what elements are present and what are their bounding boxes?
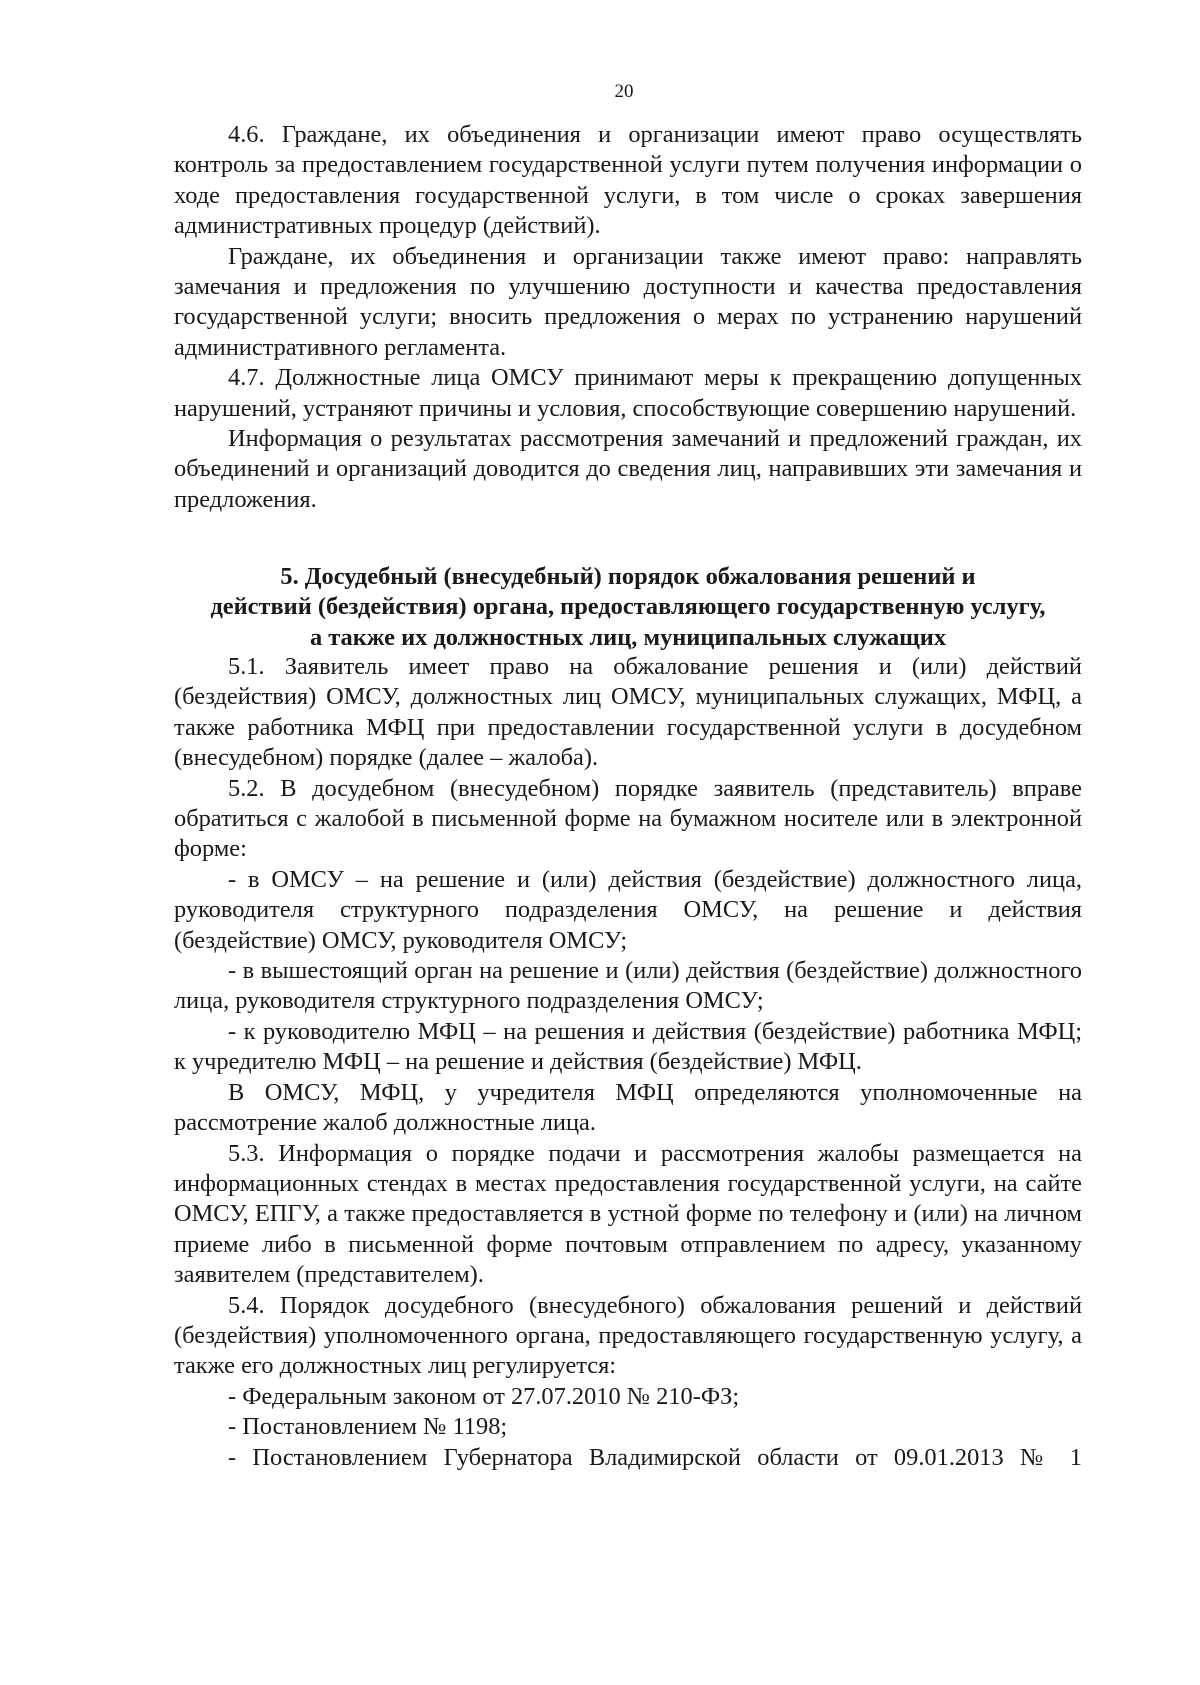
page-number: 20: [614, 81, 634, 102]
heading-line: действий (бездействия) органа, предоставляющего государственную услугу,: [210, 593, 1046, 621]
paragraph-4-6-rights: Граждане, их объединения и организации также имеют право: направлять замечания и предложения по улучшению доступности и качества предоставления государственной услуги; вносить предложения о мерах по устранению нарушений административного регламента.: [174, 242, 1082, 361]
section-5-text: [174, 652, 1082, 1473]
paragraph-5-1: 5.1. Заявитель имеет право на обжалование решения и (или) действий (бездействия) ОМСУ, должностных лиц ОМСУ, муниципальных служащих, МФЦ, а также работника МФЦ при предоставлении государственной услуги в досудебном (внесудебном) порядке (далее – жалоба).: [174, 653, 1082, 772]
section-5-heading: [174, 562, 1082, 653]
section-4-text: [174, 120, 1082, 515]
list-item-federal-law: - Федеральным законом от 27.07.2010 № 210-ФЗ;: [228, 1382, 740, 1410]
paragraph-5-2: 5.2. В досудебном (внесудебном) порядке заявитель (представитель) вправе обратиться с жалобой в письменной форме на бумажном носителе или в электронной форме:: [174, 774, 1082, 863]
paragraph-authorized-officials: В ОМСУ, МФЦ, у учредителя МФЦ определяются уполномоченные на рассмотрение жалоб должностные лица.: [174, 1078, 1082, 1137]
paragraph-5-4: 5.4. Порядок досудебного (внесудебного) обжалования решений и действий (бездействия) уполномоченного органа, предоставляющего государственную услугу, а также его должностных лиц регулируется:: [174, 1291, 1082, 1380]
paragraph-4-6: 4.6. Граждане, их объединения и организации имеют право осуществлять контроль за предоставлением государственной услуги путем получения информации о ходе предоставления государственной услуги, в том числе о сроках завершения административных процедур (действий).: [174, 121, 1082, 240]
heading-line: а также их должностных лиц, муниципальных служащих: [309, 623, 947, 651]
paragraph-5-3: 5.3. Информация о порядке подачи и рассмотрения жалобы размещается на информационных стендах в местах предоставления государственной услуги, на сайте ОМСУ, ЕПГУ, а также предоставляется в устной форме по телефону и (или) на личном приеме либо в письменной форме почтовым отправлением по адресу, указанному заявителем (представителем).: [174, 1139, 1082, 1289]
list-item-mfc: - к руководителю МФЦ – на решения и действия (бездействие) работника МФЦ; к учредителю МФЦ – на решение и действия (бездействие) МФЦ.: [174, 1017, 1082, 1076]
list-item-governor-resolution: - Постановлением Губернатора Владимирской области от 09.01.2013 № 1: [228, 1443, 1082, 1471]
list-item-omsu: - в ОМСУ – на решение и (или) действия (бездействие) должностного лица, руководителя структурного подразделения ОМСУ, на решение и действия (бездействие) ОМСУ, руководителя ОМСУ;: [174, 865, 1082, 954]
paragraph-4-7-information: Информация о результатах рассмотрения замечаний и предложений граждан, их объединений и организаций доводится до сведения лиц, направивших эти замечания и предложения.: [174, 425, 1082, 513]
heading-line: 5. Досудебный (внесудебный) порядок обжалования решений и: [280, 563, 976, 590]
paragraph-4-7: 4.7. Должностные лица ОМСУ принимают меры к прекращению допущенных нарушений, устраняют причины и условия, способствующие совершению нарушений.: [174, 364, 1082, 422]
list-item-higher-authority: - в вышестоящий орган на решение и (или) действия (бездействие) должностного лица, руководителя структурного подразделения ОМСУ;: [174, 957, 1082, 1015]
list-item-resolution-1198: - Постановлением № 1198;: [228, 1413, 508, 1441]
